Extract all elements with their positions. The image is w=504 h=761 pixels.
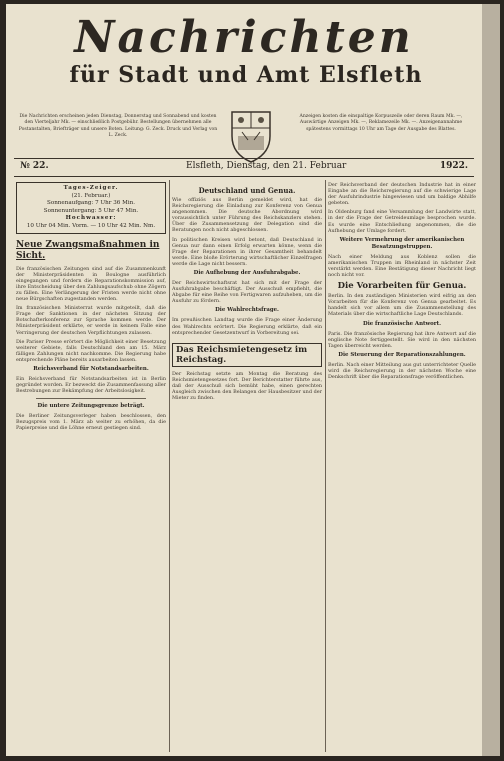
dateline (14, 161, 474, 175)
article-paragraph: Ein Reichsverband für Notstandsarbeiten ist in Berlin gegründet worden. Er bezweckt die Zusammenfassung aller Bestrebungen zur Bekämpfung der Arbeitslosigkeit. (16, 375, 166, 395)
article-subheading: Reichsverband für Notstandsarbeiten. (33, 365, 149, 372)
sunrise: Sonnenaufgang: 7 Uhr 36 Min. (47, 200, 135, 207)
article-subheading: Weitere Vermehrung der amerikanischen Besatzungstruppen. (339, 236, 465, 250)
divider (36, 398, 146, 399)
column-1 (16, 182, 166, 752)
article-paragraph: Berlin. In den zuständigen Ministerien wird eifrig an den Vorarbeiten für die Konferenz von Genua gearbeitet. Es handelt sich vor allem um die Zusammenstellung des Materials über die wirtschaftliche Lage Deutschlands. (328, 293, 476, 318)
boxed-headline: Das Reichsmietengesetz im Reichstag. (172, 343, 322, 367)
sunset: Sonnenuntergang: 5 Uhr 47 Min. (43, 207, 139, 214)
masthead-subtitle: für Stadt und Amt Elsfleth (69, 62, 423, 88)
column-2 (172, 182, 322, 752)
article-paragraph: Paris. Die französische Regierung hat ihre Antwort auf die englische Note fertiggestellt. Sie wird in den nächsten Tagen überreicht werden. (328, 330, 476, 349)
article-paragraph: Der Reichswirtschaftsrat hat sich mit der Frage der Ausfuhrabgabe beschäftigt. Der Ausschuß empfiehlt, die Abgabe für eine Reihe von Fertigwaren aufzuheben, um die Ausfuhr zu fördern. (172, 280, 322, 305)
article-paragraph: In politischen Kreisen wird betont, daß Deutschland in Genua nur dann einen Erfolg erwarten könne, wenn die Frage der Reparationen in ihrer Gesamtheit behandelt werde. Eine bloße Erörterung wirtschaftlicher Einzelfragen werde die Lage nicht bessern. (172, 236, 322, 267)
article-paragraph: Der Reichstag setzte am Montag die Beratung des Reichsmietengesetzes fort. Der Berichterstatter führte aus, daß der Ausschuß sich bemüht habe, einen gerechten Ausgleich zwischen den Belangen der Hausbesitzer und der Mieter zu finden. (172, 370, 322, 402)
article-heading: Die Vorarbeiten für Genua. (337, 281, 467, 292)
article-paragraph: In Oldenburg fand eine Versammlung der Landwirte statt, in der die Frage der Getreideumlage besprochen wurde. Es wurde eine Entschließung angenommen, die die Aufhebung der Umlage fordert. (328, 209, 476, 234)
newspaper-page (6, 4, 482, 756)
column-separator (169, 180, 170, 752)
article-paragraph: Wie offiziös aus Berlin gemeldet wird, hat die Reichsregierung die Einladung zur Konferenz von Genua angenommen. Die deutsche Abordnung wird voraussichtlich unter Führung des Reichskanzlers stehen. Über die Zusammensetzung der Delegation sind die Beratungen noch nicht abgeschlossen. (172, 197, 322, 234)
article-paragraph: Im französischen Ministerrat wurde mitgeteilt, daß die Frage der Sanktionen in der nächsten Sitzung der Botschafterkonferenz zur Sprache kommen werde. Der Ministerpräsident erklärte, er werde in keinem Falle eine Verringerung der deutschen Verpflichtungen zulassen. (16, 305, 166, 336)
article-subheading: Die Wahlrechtsfrage. (215, 307, 279, 314)
rule-bottom (14, 176, 474, 177)
article-subheading: Die Aufhebung der Ausfuhrabgabe. (193, 270, 301, 277)
article-paragraph: Die französischen Zeitungen sind auf die Zusammenkunft der Ministerpräsidenten in Boulogne ausführlich eingegangen und fordern die Reparationskommission auf, ihre Entscheidung über den Zahlungsaufschub ohne Zögern zu fällen. Eine Verlängerung der Fristen werde nicht ohne neue Bürgschaften zugestanden werden. (16, 265, 166, 303)
article-subheading: Die Steuerung der Reparationszahlungen. (338, 351, 466, 358)
high-water-times: 10 Uhr 04 Min. Vorm. — 10 Uhr 42 Min. Nm. (26, 222, 156, 229)
article-paragraph: Der Reichsverband der deutschen Industrie hat in einer Eingabe an die Reichsregierung auf die schwierige Lage der Ausfuhrindustrie hingewiesen und um baldige Abhilfe gebeten. (328, 182, 476, 207)
place-date: Elsfleth, Dienstag, den 21. Februar (186, 161, 347, 171)
coat-of-arms-icon (228, 106, 274, 164)
issue-year: 1922. (439, 161, 468, 171)
advertising-info: Anzeigen kosten die einspaltige Korpuszeile oder deren Raum Mk. —, Auswärtige Anzeigen Mk. —, Reklamezeile Mk. —. Anzeigenannahme spätestens vormittags 10 Uhr am Tage der Ausgabe des Blattes. (299, 114, 463, 132)
article-heading: Deutschland und Genua. (198, 186, 296, 195)
article-paragraph: Die Berliner Zeitungsverleger haben beschlossen, den Bezugspreis vom 1. März ab weiter zu erhöhen, da die Papierpreise und die Löhne erneut gestiegen sind. (16, 413, 166, 432)
article-subheading: Die untere Zeitungsgrenze beträgt. (37, 403, 145, 410)
article-headline: Neue Zwangsmaßnahmen in Sicht. (16, 239, 160, 261)
article-paragraph: Berlin. Nach einer Mitteilung aus gut unterrichteter Quelle wird die Reichsregierung in der nächsten Woche eine Denkschrift über die Reparationsfrage veröffentlichen. (328, 361, 476, 380)
column-separator (325, 180, 326, 752)
article-paragraph: Nach einer Meldung aus Koblenz sollen die amerikanischen Truppen im Rheinland in nächster Zeit verstärkt werden. Eine Bestätigung dieser Nachricht liegt noch nicht vor. (328, 253, 476, 279)
article-paragraph: Im preußischen Landtag wurde die Frage einer Änderung des Wahlrechts erörtert. Die Regierung erklärte, daß ein entsprechender Gesetzentwurf in Vorbereitung sei. (172, 317, 322, 336)
tides-date: (21. Februar.) (71, 192, 111, 199)
article-subheading: Die französische Antwort. (363, 320, 441, 327)
page-edge (482, 4, 500, 756)
column-3 (328, 182, 476, 752)
issue-number: № 22. (20, 161, 49, 171)
masthead-title: Nachrichten (74, 12, 414, 63)
rule-top (14, 158, 474, 159)
subscription-info: Die Nachrichten erscheinen jeden Dienstag, Donnerstag und Sonnabend und kosten den Vierteljahr Mk. — einschließlich Postgebühr. Bestellungen übernehmen alle Postanstalten, Briefträger und unsere Boten. Leitung: G. Zeck. Druck und Verlag von L. Zeck. (18, 114, 218, 139)
article-paragraph: Die Pariser Presse erörtert die Möglichkeit einer Besetzung weiterer Gebiete, falls Deutschland den am 15. März fälligen Zahlungen nicht nachkomme. Die Regierung habe entsprechende Pläne bereits ausarbeiten lassen. (16, 338, 166, 363)
tides-box (16, 182, 166, 234)
tides-heading: Tages-Zeiger. (63, 185, 119, 191)
high-water-heading: Hochwasser: (65, 215, 117, 222)
